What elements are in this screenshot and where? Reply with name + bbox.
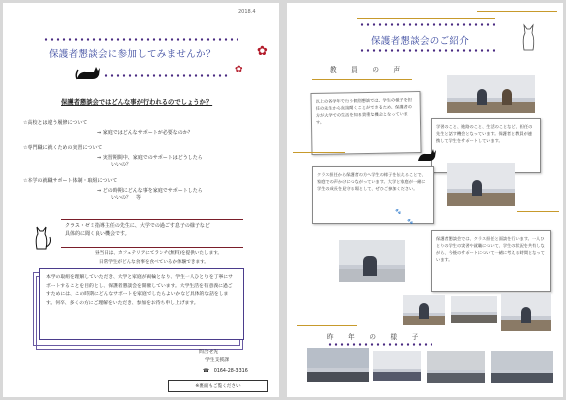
photo — [427, 351, 485, 383]
comment-text: 学習のこと、進路のこと、生活のことなど、担任の先生と話す機会となっています。保護者と教員が連携して学生をサポートしています。 — [436, 124, 533, 143]
cat-icon — [75, 65, 101, 81]
comment-text: 以上の各学年で行う個別懇談では、学生の様子を担任の先生から直接聞くことができるため、保護者の方が大学での生活を知る貴重な機会となっています。 — [315, 97, 412, 125]
item-sub: ⇒ どの時期にどんな事を家庭でサポートしたら — [97, 188, 203, 194]
comment-text: クラス担任から保護者の方へ学生の様子を伝えることで、家庭での声かけにつながっています。大学と家庭が一緒に学生の成長を見守る場として、ぜひご参加ください。 — [317, 172, 426, 191]
flower-icon: ✿ — [235, 65, 243, 75]
cat-icon — [417, 148, 437, 162]
photo — [339, 240, 405, 282]
gold-rule — [357, 18, 495, 19]
contact-dept: 学生支援課 — [205, 358, 229, 363]
item-sub: ⇒ 家庭ではどんなサポートが必要なのか？ — [97, 130, 193, 136]
gold-rule — [312, 79, 412, 80]
item-sub: いいの？ 等 — [111, 195, 142, 201]
photo — [451, 296, 497, 323]
dotted-rule-bottom — [359, 49, 495, 52]
photo — [447, 163, 515, 206]
note-line: クラス・ゼミ指導主任の先生に、大学での過ごす息子の様子など — [65, 223, 210, 229]
message-box — [39, 268, 244, 340]
item-bullet: ☆専門職に就くための実習について — [23, 145, 103, 151]
note-line: 具体的に聞く良い機会です。 — [65, 231, 130, 237]
comment-card — [312, 166, 434, 224]
paw-icon: 🐾 — [407, 219, 414, 225]
item-bullet: ☆高校とは違う履修について — [23, 120, 88, 126]
photo — [501, 293, 551, 331]
photo — [403, 295, 445, 325]
page-title: 保護者懇談会に参加してみませんか？ — [49, 49, 216, 60]
message-text: 本学の取組を理解していただき、大学と家庭が両輪となり、学生一人ひとりを丁寧にサポートすることを目的とし、保護者懇談会を開催しています。大学生活を有意義に過ごすためには、この時期にどんなサポートを家庭でしたらよいかなど具体的な話をします。何卒、多くの方にご理解をいただき、参加をお待ち申し上げます。 — [46, 275, 233, 306]
photo — [447, 75, 535, 113]
comment-card — [431, 230, 551, 292]
photo — [373, 351, 421, 381]
photo — [307, 348, 369, 382]
left-page — [3, 3, 279, 397]
photo — [491, 351, 553, 383]
cat-icon — [31, 224, 53, 250]
gold-rule — [477, 11, 557, 12]
see-back-button[interactable]: ※裏面もご覧ください — [168, 380, 268, 392]
paw-icon: 🐾 — [395, 209, 402, 215]
item-bullet: ☆本学の就職サポート体制・取組について — [23, 178, 118, 184]
comment-text: 保護者懇談会では、クラス担任と面談を行います。一人ひとりの学生の実習や就職について、学生の状況を共有しながら、今後のサポートについて一緒に考える時間となっています。 — [436, 236, 545, 262]
dotted-rule — [327, 343, 432, 346]
flower-icon: ✿ — [257, 44, 268, 59]
item-sub: ⇒ 実習期間中、家庭でのサポートはどうしたら — [97, 155, 203, 161]
contact-phone: ☎ 0164-28-3316 — [203, 369, 248, 374]
page-title: 保護者懇談会のご紹介 — [371, 36, 470, 47]
right-page — [287, 3, 563, 397]
section-heading-teachers: 教 員 の 声 — [330, 66, 405, 74]
gold-rule — [293, 152, 345, 153]
lunch-line: 日常学生がどんな食事を食べているか体験できます。 — [99, 260, 209, 265]
lunch-line: 昼当日は、カフェテリアにてランチ(無料)を提供いたします。 — [95, 251, 223, 256]
question-heading: 保護者懇談会ではどんな事が行われるのでしょうか？ — [61, 99, 213, 106]
gold-rule — [297, 325, 357, 326]
contact-label: 問合せ先 — [199, 350, 219, 355]
gold-rule — [517, 211, 559, 212]
dotted-rule-mid — [103, 74, 228, 77]
section-heading-last-year: 昨 年 の 様 子 — [327, 333, 423, 341]
item-sub: いいの？ — [111, 162, 132, 168]
comment-card — [310, 91, 421, 155]
note-box — [61, 219, 243, 248]
cat-icon — [519, 21, 539, 51]
dotted-rule-top — [43, 38, 238, 41]
issue-date: 2018.4 — [238, 9, 256, 15]
dotted-rule-top — [359, 23, 495, 26]
